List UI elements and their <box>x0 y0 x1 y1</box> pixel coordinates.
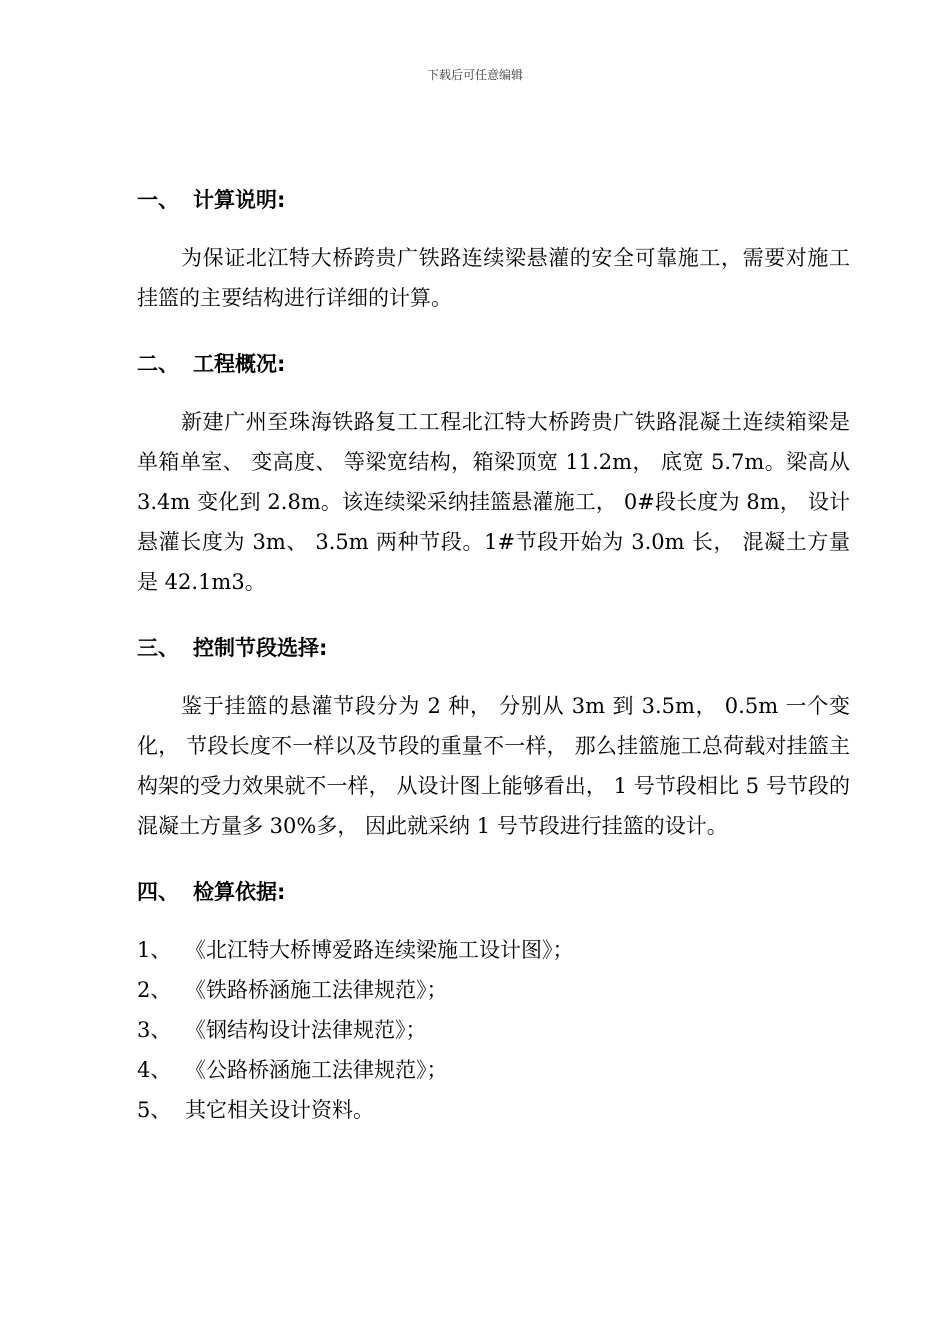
section-paragraph-3: 鉴于挂篮的悬灌节段分为 2 种， 分别从 3m 到 3.5m， 0.5m 一个变化， 节段长度不一样以及节段的重量不一样， 那么挂篮施工总荷载对挂篮主构架的受力效果就不一样， 从设计图上能够看出， 1 号节段相比 5 号节段的混凝土方量多 30%多， 因此就采纳 1 号节段进行挂篮的设计。 <box>137 694 850 838</box>
list-index: 2、 <box>137 978 172 1002</box>
section-number: 二、 <box>137 352 179 376</box>
reference-list <box>137 930 850 1130</box>
list-item <box>137 1090 850 1130</box>
list-text: 《公路桥涵施工法律规范》； <box>185 1058 448 1082</box>
section-number: 四、 <box>137 880 179 904</box>
page-header: 下载后可任意编辑 <box>426 68 523 82</box>
list-text: 《钢结构设计法律规范》； <box>185 1018 427 1042</box>
section-heading-2 <box>137 344 850 384</box>
document-body <box>137 180 850 1130</box>
list-index: 5、 <box>137 1098 172 1122</box>
list-text: 其它相关设计资料。 <box>185 1098 374 1122</box>
list-item <box>137 930 850 970</box>
list-text: 《铁路桥涵施工法律规范》； <box>185 978 448 1002</box>
section-title: 检算依据: <box>193 880 286 904</box>
section-title: 控制节段选择: <box>193 636 328 660</box>
section-title: 计算说明: <box>193 188 286 212</box>
list-item <box>137 970 850 1010</box>
list-item <box>137 1010 850 1050</box>
section-title: 工程概况: <box>193 352 286 376</box>
list-index: 4、 <box>137 1058 172 1082</box>
section-number: 三、 <box>137 636 179 660</box>
section-heading-3 <box>137 628 850 668</box>
list-index: 1、 <box>137 938 172 962</box>
section-heading-1 <box>137 180 850 220</box>
list-index: 3、 <box>137 1018 172 1042</box>
section-paragraph-1: 为保证北江特大桥跨贵广铁路连续梁悬灌的安全可靠施工，需要对施工挂篮的主要结构进行详细的计算。 <box>137 246 850 310</box>
list-text: 《北江特大桥博爱路连续梁施工设计图》； <box>185 938 574 962</box>
section-number: 一、 <box>137 188 179 212</box>
section-paragraph-2: 新建广州至珠海铁路复工工程北江特大桥跨贵广铁路混凝土连续箱梁是单箱单室、 变高度、 等梁宽结构，箱梁顶宽 11.2m， 底宽 5.7m。梁高从 3.4m 变化到 2.8m。该连续梁采纳挂篮悬灌施工， 0#段长度为 8m， 设计悬灌长度为 3m、 3.5m 两种节段。1#节段开始为 3.0m 长， 混凝土方量是 42.1m3。 <box>137 410 850 594</box>
section-heading-4 <box>137 872 850 912</box>
list-item <box>137 1050 850 1090</box>
